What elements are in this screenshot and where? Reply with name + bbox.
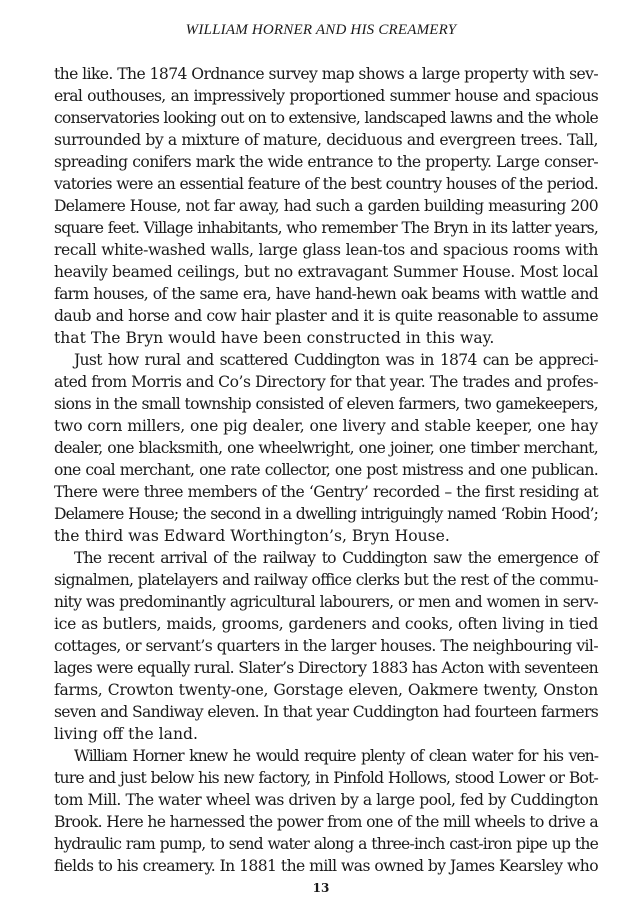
text-line: fields to his creamery. In 1881 the mill was owned by James Kearsley who — [54, 857, 598, 875]
text-line: two corn millers, one pig dealer, one livery and stable keeper, one hay — [54, 417, 598, 435]
text-line: ice as butlers, maids, grooms, gardeners and cooks, often living in tied — [54, 615, 598, 633]
text-line: square feet. Village inhabitants, who remember The Bryn in its latter years, — [54, 219, 598, 237]
text-line: farms, Crowton twenty-one, Gorstage eleven, Oakmere twenty, Onston — [54, 681, 598, 699]
text-line: dealer, one blacksmith, one wheelwright, one joiner, one timber merchant, — [54, 439, 598, 457]
text-line: seven and Sandiway eleven. In that year Cuddington had fourteen farmers — [54, 703, 598, 721]
paragraph-4 — [54, 745, 598, 877]
text-line: hydraulic ram pump, to send water along a three-inch cast-iron pipe up the — [54, 835, 598, 853]
text-line: The recent arrival of the railway to Cuddington saw the emergence of — [74, 549, 598, 567]
text-line: the like. The 1874 Ordnance survey map shows a large property with sev- — [54, 65, 598, 83]
text-line: surrounded by a mixture of mature, deciduous and evergreen trees. Tall, — [54, 131, 598, 149]
text-line: eral outhouses, an impressively proportioned summer house and spacious — [54, 87, 598, 105]
text-line: cottages, or servant’s quarters in the larger houses. The neighbouring vil- — [54, 637, 598, 655]
text-line: farm houses, of the same era, have hand-hewn oak beams with wattle and — [54, 285, 598, 303]
text-line: the third was Edward Worthington’s, Bryn House. — [54, 527, 450, 545]
text-line: Delamere House; the second in a dwelling intriguingly named ‘Robin Hood’; — [54, 505, 598, 523]
text-line: that The Bryn would have been constructed in this way. — [54, 329, 495, 347]
text-line: William Horner knew he would require plenty of clean water for his ven- — [74, 747, 598, 765]
text-line: recall white-washed walls, large glass lean-tos and spacious rooms with — [54, 241, 598, 259]
text-line: spreading conifers mark the wide entrance to the property. Large conser- — [54, 153, 598, 171]
text-line: There were three members of the ‘Gentry’ recorded – the first residing at — [54, 483, 598, 501]
text-line: ture and just below his new factory, in Pinfold Hollows, stood Lower or Bot- — [54, 769, 598, 787]
text-line: heavily beamed ceilings, but no extravagant Summer House. Most local — [54, 263, 598, 281]
paragraph-2 — [54, 349, 598, 547]
text-line: Just how rural and scattered Cuddington was in 1874 can be appreci- — [74, 351, 598, 369]
text-line: tom Mill. The water wheel was driven by a large pool, fed by Cuddington — [54, 791, 598, 809]
text-line: Delamere House, not far away, had such a garden building measuring 200 — [54, 197, 598, 215]
page-number: 13 — [312, 881, 330, 895]
text-line: one coal merchant, one rate collector, one post mistress and one publican. — [54, 461, 598, 479]
text-line: nity was predominantly agricultural labourers, or men and women in serv- — [54, 593, 598, 611]
text-line: lages were equally rural. Slater’s Directory 1883 has Acton with seventeen — [54, 659, 598, 677]
text-line: conservatories looking out on to extensive, landscaped lawns and the whole — [54, 109, 598, 127]
text-line: signalmen, platelayers and railway office clerks but the rest of the commu- — [54, 571, 598, 589]
paragraph-1 — [54, 63, 598, 349]
running-header: WILLIAM HORNER AND HIS CREAMERY — [185, 22, 457, 38]
text-line: daub and horse and cow hair plaster and it is quite reasonable to assume — [54, 307, 598, 325]
text-line: living off the land. — [54, 725, 198, 743]
text-line: vatories were an essential feature of the best country houses of the period. — [54, 175, 598, 193]
text-line: Brook. Here he harnessed the power from one of the mill wheels to drive a — [54, 813, 598, 831]
text-line: ated from Morris and Co’s Directory for that year. The trades and profes- — [54, 373, 598, 391]
text-line: sions in the small township consisted of eleven farmers, two gamekeepers, — [54, 395, 598, 413]
paragraph-3 — [54, 547, 598, 745]
body-text — [54, 63, 598, 877]
